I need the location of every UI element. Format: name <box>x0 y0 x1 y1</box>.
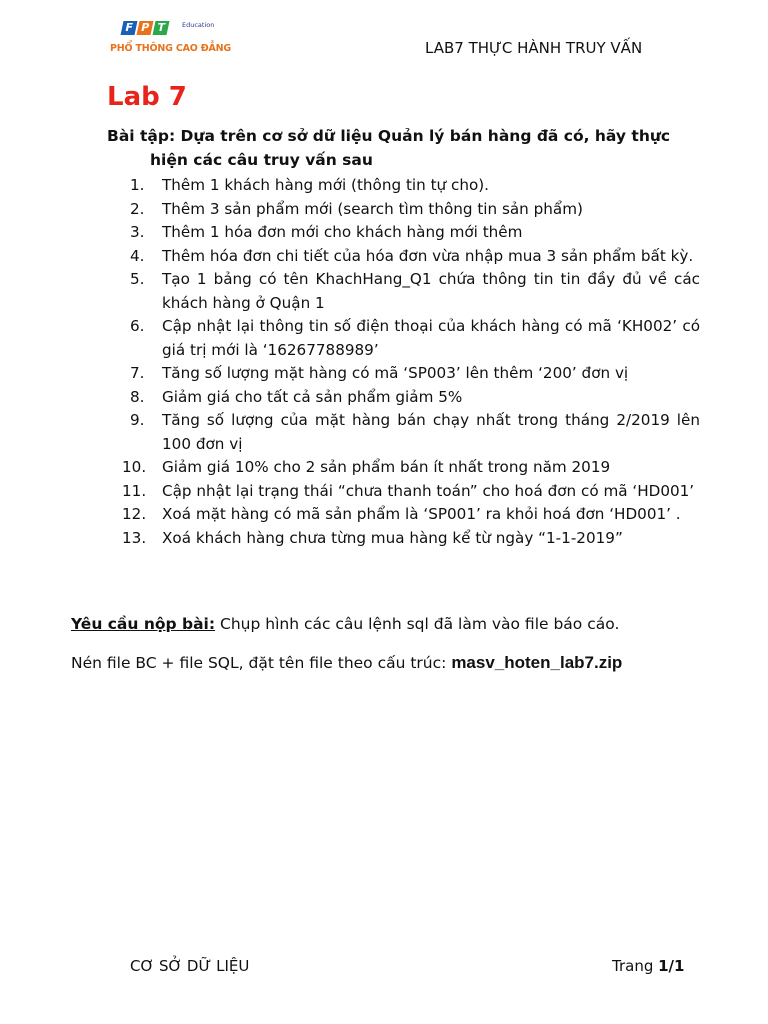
task-number: 3. <box>130 223 145 241</box>
task-heading-line-2: hiện các câu truy vấn sau <box>150 151 373 169</box>
logo-education-text: Education <box>182 21 215 29</box>
task-number: 6. <box>130 317 145 335</box>
task-item <box>100 456 700 480</box>
task-text: Giảm giá 10% cho 2 sản phẩm bán ít nhất trong năm 2019 <box>162 458 611 476</box>
task-number: 2. <box>130 199 145 218</box>
task-number: 9. <box>130 411 145 429</box>
footer-course-name: CƠ SỞ DỮ LIỆU <box>130 957 250 975</box>
header-title: LAB7 THỰC HÀNH TRUY VẤN <box>425 39 643 57</box>
task-number: 10. <box>122 458 147 476</box>
zip-instruction-text: Nén file BC + file SQL, đặt tên file theo cấu trúc: <box>71 654 452 672</box>
logo-letter-p: P <box>137 21 154 35</box>
zip-instruction <box>71 653 622 673</box>
logo-subtitle: PHỔ THÔNG CAO ĐẲNG <box>110 43 232 54</box>
submission-requirement <box>71 615 619 633</box>
task-item <box>100 362 700 386</box>
page-label: Trang <box>612 957 659 975</box>
zip-file-name: masv_hoten_lab7.zip <box>451 653 623 672</box>
logo-letter-t: T <box>153 21 170 35</box>
task-text: Tăng số lượng mặt hàng có mã ‘SP003’ lên thêm ‘200’ đơn vị <box>162 364 629 382</box>
fpt-education-logo <box>110 17 250 61</box>
task-item <box>100 480 700 504</box>
requirement-label: Yêu cầu nộp bài: <box>71 615 216 633</box>
task-text: Thêm 3 sản phẩm mới (search tìm thông tin sản phẩm) <box>162 199 583 218</box>
task-item <box>100 174 700 198</box>
lab-title: Lab 7 <box>107 82 187 112</box>
task-number: 12. <box>122 505 147 523</box>
page-value: 1/1 <box>658 957 685 975</box>
task-text: Xoá khách hàng chưa từng mua hàng kể từ ngày “1-1-2019” <box>162 528 623 547</box>
task-heading-line-1: Bài tập: Dựa trên cơ sở dữ liệu Quản lý bán hàng đã có, hãy thực <box>107 127 671 145</box>
footer-page-number <box>612 957 684 975</box>
task-item <box>100 245 700 269</box>
fpt-logo-mark <box>122 17 170 39</box>
task-list <box>100 174 700 550</box>
task-text: Cập nhật lại trạng thái “chưa thanh toán” cho hoá đơn có mã ‘HD001’ <box>162 481 695 500</box>
requirement-text: Chụp hình các câu lệnh sql đã làm vào file báo cáo. <box>215 615 620 633</box>
task-text: Tạo 1 bảng có tên KhachHang_Q1 chứa thông tin tin đầy đủ về các khách hàng ở Quận 1 <box>162 270 700 312</box>
task-text: Giảm giá cho tất cả sản phẩm giảm 5% <box>162 387 463 406</box>
task-number: 11. <box>122 481 147 500</box>
task-number: 1. <box>130 176 145 194</box>
task-text: Thêm 1 hóa đơn mới cho khách hàng mới thêm <box>162 223 523 241</box>
logo-letter-f: F <box>121 21 138 35</box>
task-text: Xoá mặt hàng có mã sản phẩm là ‘SP001’ ra khỏi hoá đơn ‘HD001’ . <box>162 505 681 523</box>
task-heading <box>107 124 707 172</box>
task-number: 4. <box>130 246 145 265</box>
task-item <box>100 315 700 362</box>
task-text: Tăng số lượng của mặt hàng bán chạy nhất trong tháng 2/2019 lên 100 đơn vị <box>162 411 700 453</box>
task-item <box>100 386 700 410</box>
task-number: 5. <box>130 270 145 288</box>
task-item <box>100 198 700 222</box>
task-item <box>100 409 700 456</box>
task-item <box>100 503 700 527</box>
task-number: 13. <box>122 528 147 547</box>
task-text: Thêm hóa đơn chi tiết của hóa đơn vừa nhập mua 3 sản phẩm bất kỳ. <box>162 246 694 265</box>
task-item <box>100 268 700 315</box>
task-number: 8. <box>130 387 145 406</box>
task-item <box>100 221 700 245</box>
task-text: Thêm 1 khách hàng mới (thông tin tự cho). <box>162 176 489 194</box>
task-item <box>100 527 700 551</box>
task-text: Cập nhật lại thông tin số điện thoại của khách hàng có mã ‘KH002’ có giá trị mới là ‘16267788989’ <box>162 317 700 359</box>
task-number: 7. <box>130 364 145 382</box>
